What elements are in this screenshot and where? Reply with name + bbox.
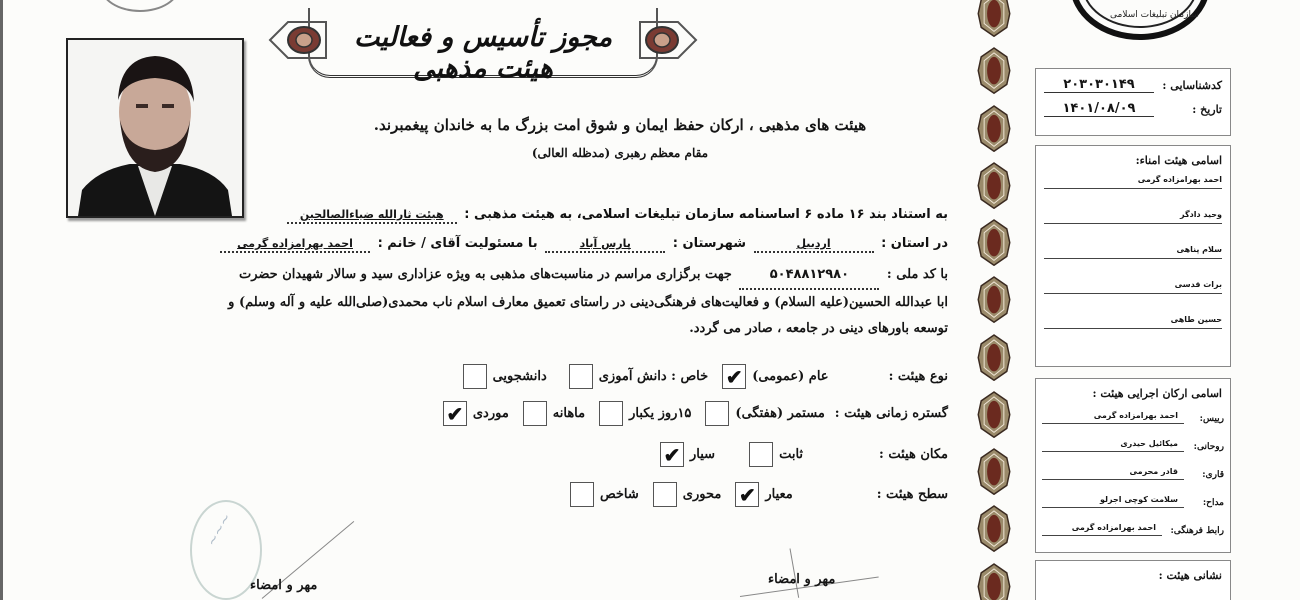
ornament-icon (977, 448, 1011, 495)
executive-members-box (1035, 378, 1231, 553)
stamp-text: ~~~ (203, 510, 236, 550)
id-label: کدشناسایی : (1162, 78, 1222, 92)
province-value: اردبیل (796, 237, 831, 250)
paragraph-line-3: توسعه باورهای دینی در جامعه ، صادر می گردد. (689, 321, 948, 336)
national-code-label: با کد ملی : (886, 267, 948, 282)
checkbox-fixed[interactable] (749, 442, 773, 467)
title-banner (268, 8, 698, 84)
date-label: تاریخ : (1192, 102, 1222, 116)
exec-name: احمد بهرامزاده گرمی (1042, 411, 1184, 424)
id-value: ۲۰۳۰۳۰۱۴۹ (1044, 77, 1154, 93)
option-biweekly (599, 401, 691, 426)
trustee-name: برات قدسی (1044, 259, 1222, 294)
trustee-name: حسین طاهی (1044, 294, 1222, 329)
address-title: نشانی هیئت : (1158, 569, 1222, 582)
option-weekly (705, 401, 824, 426)
heyat-type-label: نوع هیئت : (888, 369, 948, 384)
paragraph-line-2: ابا عبدالله الحسین(علیه السلام) و فعالیت‌های فرهنگی‌دینی در راستای تعمیق معارف اسلام ناب محمدی(صلی‌الله علیه و آله وسلم) و (228, 295, 948, 310)
page-edge (0, 0, 3, 600)
time-scope-row (429, 401, 948, 426)
option-central (653, 482, 722, 507)
exec-name: قادر محرمی (1042, 467, 1184, 480)
signature-label-right: مهر و امضاء (768, 572, 836, 587)
official-seal-top-right (1070, 0, 1210, 40)
seal-text: سازمان تبلیغات اسلامی (1110, 10, 1199, 20)
heyat-name-field (287, 207, 457, 224)
holder-photo (66, 38, 244, 218)
trustees-title: اسامی هیئت امناء: (1135, 154, 1222, 167)
exec-name: احمد بهرامزاده گرمی (1042, 523, 1162, 536)
city-value: پارس آباد (579, 237, 631, 250)
heyat-type-row (449, 364, 948, 389)
checkbox-occasional[interactable]: ✔ (443, 401, 467, 426)
option-label: دانشجویی (492, 369, 547, 384)
trustee-name: احمد بهرامزاده گرمی (1044, 169, 1222, 189)
paragraph-text-1: جهت برگزاری مراسم در مناسبت‌های مذهبی به ویژه عزاداری سید و سالار شهیدان حضرت (238, 267, 732, 282)
exec-role: مداح: (1202, 498, 1224, 508)
ornament-icon (977, 162, 1011, 209)
location-type-row (646, 442, 948, 467)
trustee-name: سلام پناهی (1044, 224, 1222, 259)
checkbox-weekly[interactable] (705, 401, 729, 426)
city-field (545, 236, 665, 253)
id-row (1036, 77, 1230, 93)
option-occasional (443, 401, 509, 426)
trustee-name: وحید دادگر (1044, 189, 1222, 224)
checkbox-student-school[interactable] (569, 364, 593, 389)
signature-label-left: مهر و امضاء (250, 578, 318, 593)
leader-quote: هیئت های مذهبی ، ارکان حفظ ایمان و شوق امت بزرگ ما به خاندان پیغمبرند. (373, 116, 867, 134)
location-line (217, 236, 948, 253)
option-fixed (749, 442, 803, 467)
option-label: ۱۵روز یکبار (629, 406, 692, 421)
id-date-box (1035, 68, 1231, 136)
address-box (1035, 560, 1231, 600)
exec-row (1042, 508, 1224, 536)
responsible-value: احمد بهرامزاده گرمی (237, 237, 353, 250)
ornament-icon (977, 47, 1011, 94)
exec-title: اسامی ارکان اجرایی هیئت : (1092, 387, 1222, 400)
emblem-top-left (100, 0, 180, 12)
exec-row (1042, 480, 1224, 508)
ornament-icon (977, 391, 1011, 438)
province-label: در استان : (881, 236, 948, 251)
exec-role: روحانی: (1193, 442, 1224, 452)
option-label: معیار (765, 487, 793, 502)
location-type-label: مکان هیئت : (879, 447, 948, 462)
option-student-school (569, 364, 708, 389)
checkbox-mobile[interactable]: ✔ (660, 442, 684, 467)
checkbox-standard[interactable]: ✔ (735, 482, 759, 507)
option-university (463, 364, 547, 389)
ornament-icon (977, 219, 1011, 266)
responsible-label: با مسئولیت آقای / خانم : (377, 236, 538, 251)
level-row (556, 482, 948, 507)
time-scope-label: گستره زمانی هیئت : (834, 406, 948, 421)
city-label: شهرستان : (672, 236, 746, 251)
option-label: مستمر (هفتگی) (735, 406, 825, 421)
ornament-border (975, 0, 1013, 600)
date-value: ۱۴۰۱/۰۸/۰۹ (1044, 101, 1154, 117)
option-label: سیار (690, 447, 716, 462)
knot-ornament-icon (268, 18, 328, 62)
checkbox-general[interactable]: ✔ (722, 364, 746, 389)
option-standard (735, 482, 792, 507)
checkbox-university[interactable] (463, 364, 487, 389)
person-portrait-icon (68, 40, 242, 216)
date-row (1036, 101, 1230, 117)
quote-source: مقام معظم رهبری (مدظله العالی) (531, 146, 709, 160)
exec-row (1042, 402, 1224, 424)
ornament-icon (977, 563, 1011, 600)
exec-row (1042, 424, 1224, 452)
option-mobile (660, 442, 715, 467)
exec-role: قاری: (1202, 470, 1224, 480)
checkbox-prominent[interactable] (570, 482, 594, 507)
checkbox-monthly[interactable] (523, 401, 547, 426)
option-monthly (523, 401, 585, 426)
checkbox-biweekly[interactable] (599, 401, 623, 426)
exec-role: رابط فرهنگی: (1170, 526, 1224, 536)
ornament-icon (977, 505, 1011, 552)
ornament-icon (977, 334, 1011, 381)
heyat-name-line (284, 207, 948, 224)
license-paragraph (118, 262, 948, 342)
paragraph-line-1 (118, 262, 948, 290)
checkbox-central[interactable] (653, 482, 677, 507)
option-general (722, 364, 828, 389)
province-field (754, 236, 874, 253)
national-code-field (739, 262, 879, 290)
responsible-field (220, 236, 370, 253)
option-label: خاص : دانش آموزی (598, 369, 709, 384)
option-label: شاخص (599, 487, 639, 502)
heyat-name-label: به استناد بند ۱۶ ماده ۶ اساسنامه سازمان تبلیغات اسلامی، به هیئت مذهبی : (464, 207, 948, 222)
document-title: مجوز تأسیس و فعالیت هیئت مذهبی (353, 22, 613, 84)
ornament-icon (977, 0, 1011, 37)
exec-role: رییس: (1199, 414, 1224, 424)
option-prominent (570, 482, 639, 507)
option-label: محوری (682, 487, 722, 502)
exec-name: سلامت کوچی اجرلو (1042, 495, 1184, 508)
ornament-icon (977, 105, 1011, 152)
exec-name: میکائیل حیدری (1042, 439, 1184, 452)
option-label: موردی (472, 406, 509, 421)
option-label: ماهانه (552, 406, 586, 421)
national-code-value: ۵۰۴۸۸۱۲۹۸۰ (769, 267, 850, 282)
exec-row (1042, 452, 1224, 480)
option-label: ثابت (779, 447, 804, 462)
trustees-box (1035, 145, 1231, 367)
level-label: سطح هیئت : (876, 487, 948, 502)
heyat-name-value: هیئت ثارالله ضیاءالصالحین (299, 208, 444, 221)
knot-ornament-icon (638, 18, 698, 62)
option-label: عام (عمومی) (752, 369, 829, 384)
ornament-icon (977, 276, 1011, 323)
